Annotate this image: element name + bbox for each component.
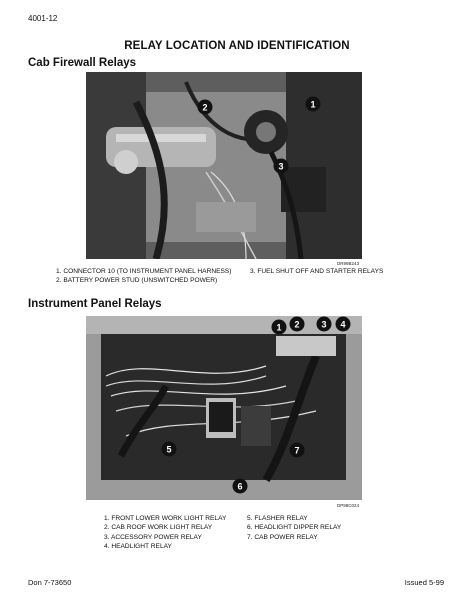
svg-text:3: 3 xyxy=(321,319,327,330)
page-number: 4001-12 xyxy=(28,14,58,23)
section-title-instrument-panel: Instrument Panel Relays xyxy=(28,298,162,310)
footer-left: Don 7-73650 xyxy=(28,578,72,587)
callout-3-icon xyxy=(274,159,289,174)
caption-list-right xyxy=(247,514,341,542)
caption-item-2: 2. BATTERY POWER STUD (UNSWITCHED POWER) xyxy=(56,277,218,284)
svg-text:2: 2 xyxy=(202,102,208,113)
instrument-panel-photo xyxy=(86,316,362,500)
figure-code: DR99B243 xyxy=(337,261,360,266)
callout-5-icon xyxy=(162,442,177,457)
svg-text:7: 7 xyxy=(294,445,300,456)
caption-item: 3. ACCESSORY POWER RELAY xyxy=(104,533,202,541)
caption-item: 1. FRONT LOWER WORK LIGHT RELAY xyxy=(104,515,227,522)
figure-code: DP98C024 xyxy=(337,503,360,508)
caption-list-left xyxy=(104,514,226,552)
callout-1-icon xyxy=(306,97,321,112)
svg-text:5: 5 xyxy=(166,444,172,455)
footer-right: Issued 5-99 xyxy=(404,578,444,587)
svg-text:1: 1 xyxy=(310,99,316,110)
caption-item: 6. HEADLIGHT DIPPER RELAY xyxy=(247,524,342,532)
caption-item: 5. FLASHER RELAY xyxy=(247,515,308,522)
cab-firewall-photo xyxy=(86,72,362,259)
svg-text:2: 2 xyxy=(294,319,300,330)
caption-item: 4. HEADLIGHT RELAY xyxy=(104,543,172,551)
svg-text:6: 6 xyxy=(237,481,243,492)
svg-text:1: 1 xyxy=(276,322,282,333)
caption-item: 7. CAB POWER RELAY xyxy=(247,533,318,541)
caption-item-3: 3. FUEL SHUT OFF AND STARTER RELAYS xyxy=(250,268,384,275)
callout-6-icon xyxy=(233,479,248,494)
caption-item-1: 1. CONNECTOR 10 (TO INSTRUMENT PANEL HARNESS) xyxy=(56,268,232,275)
svg-text:3: 3 xyxy=(278,161,284,172)
caption-item: 2. CAB ROOF WORK LIGHT RELAY xyxy=(104,524,213,532)
callout-2-icon xyxy=(290,317,305,332)
callout-2-icon xyxy=(198,100,213,115)
section-title-cab-firewall: Cab Firewall Relays xyxy=(28,57,137,69)
page-title: RELAY LOCATION AND IDENTIFICATION xyxy=(124,40,350,52)
callout-1-icon xyxy=(272,320,287,335)
svg-text:4: 4 xyxy=(340,319,346,330)
callout-4-icon xyxy=(336,317,351,332)
callout-3-icon xyxy=(317,317,332,332)
callout-7-icon xyxy=(290,443,305,458)
